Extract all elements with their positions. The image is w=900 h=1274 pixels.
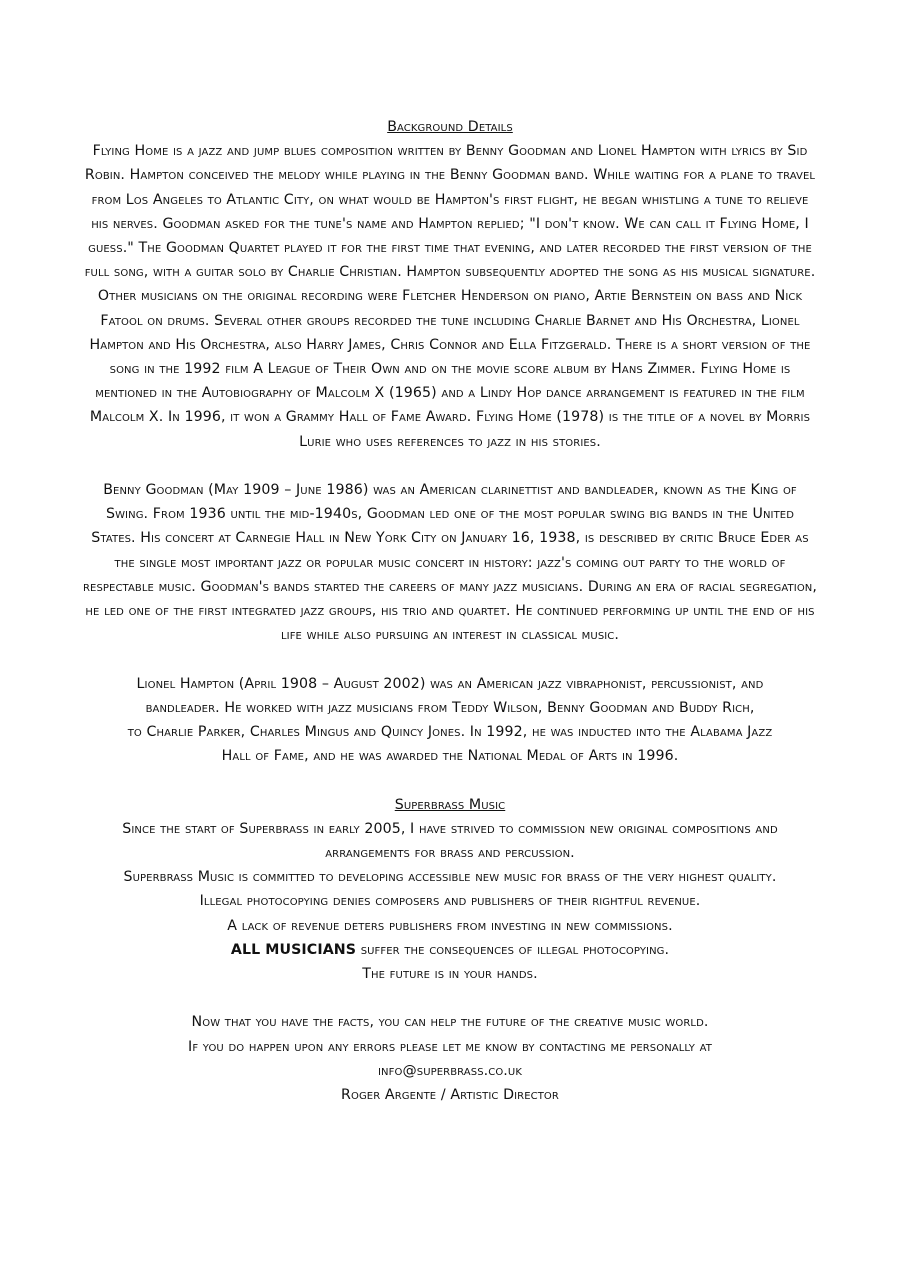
hampton-line: Lionel Hampton (April 1908 – August 2002) was an American jazz vibraphonist, percussionist, and bbox=[136, 675, 764, 692]
hampton-paragraph bbox=[82, 672, 818, 769]
spacer bbox=[82, 647, 818, 671]
superbrass-line-rest: suffer the consequences of illegal photocopying. bbox=[356, 941, 670, 958]
goodman-paragraph: Benny Goodman (May 1909 – June 1986) was an American clarinettist and bandleader, known as the King of Swing. From 1936 until the mid-1940s, Goodman led one of the most popular swing big bands in the United States. His concert at Carnegie Hall in New York City on January 16, 1938, is described by critic Bruce Eder as the single most important jazz or popular music concert in history: jazz's coming out party to the world of respectable music. Goodman's bands started the careers of many jazz musicians. During an era of racial segregation, he led one of the first integrated jazz groups, his trio and quartet. He continued performing up until the end of his life while also pursuing an interest in classical music. bbox=[83, 482, 817, 644]
spacer bbox=[82, 768, 818, 792]
background-paragraph: Flying Home is a jazz and jump blues composition written by Benny Goodman and Lionel Hampton with lyrics by Sid Robin. Hampton conceived the melody while playing in the Benny Goodman band. While waiting for a plane to travel from Los Angeles to Atlantic City, on what would be Hampton's first flight, he began whistling a tune to relieve his nerves. Goodman asked for the tune's name and Hampton replied; "I don't know. We can call it Flying Home, I guess." The Goodman Quartet played it for the first time that evening, and later recorded the first version of the full song, with a guitar solo by Charlie Christian. Hampton subsequently adopted the song as his musical signature. Other musicians on the original recording were Fletcher Henderson on piano, Artie Bernstein on bass and Nick Fatool on drums. Several other groups recorded the tune including Charlie Barnet and His Orchestra, Lionel Hampton and His Orchestra, also Harry James, Chris Connor and Ella Fitzgerald. There is a short version of the song in the 1992 film A League of Their Own and on the movie score album by Hans Zimmer. Flying Home is mentioned in the Autobiography of Malcolm X (1965) and a Lindy Hop dance arrangement is featured in the film Malcolm X. In 1996, it won a Grammy Hall of Fame Award. Flying Home (1978) is the title of a novel by Morris Lurie who uses references to jazz in his stories. bbox=[84, 143, 816, 450]
background-heading: Background Details bbox=[387, 119, 513, 135]
superbrass-line: Illegal photocopying denies composers and publishers of their rightful revenue. bbox=[199, 893, 701, 910]
spacer bbox=[82, 986, 818, 1010]
superbrass-line bbox=[82, 938, 818, 962]
superbrass-line: A lack of revenue deters publishers from investing in new commissions. bbox=[227, 917, 673, 934]
superbrass-line: Since the start of Superbrass in early 2005, I have strived to commission new original compositions and arrangements for brass and percussion. bbox=[122, 820, 778, 862]
spacer bbox=[82, 454, 818, 478]
closing-line: If you do happen upon any errors please let me know by contacting me personally at bbox=[188, 1038, 712, 1055]
signature: Roger Argente / Artistic Director bbox=[341, 1087, 559, 1104]
superbrass-heading: Superbrass Music bbox=[394, 796, 506, 813]
hampton-line: to Charlie Parker, Charles Mingus and Quincy Jones. In 1992, he was inducted into the Alabama Jazz bbox=[127, 724, 773, 741]
all-musicians-emphasis: ALL MUSICIANS bbox=[230, 941, 357, 958]
superbrass-line: The future is in your hands. bbox=[362, 966, 538, 983]
closing-line: Now that you have the facts, you can help the future of the creative music world. bbox=[191, 1014, 709, 1031]
hampton-line: Hall of Fame, and he was awarded the National Medal of Arts in 1996. bbox=[221, 748, 679, 765]
superbrass-line: Superbrass Music is committed to developing accessible new music for brass of the very highest quality. bbox=[123, 869, 777, 886]
contact-email: info@superbrass.co.uk bbox=[378, 1062, 522, 1079]
hampton-line: bandleader. He worked with jazz musicians from Teddy Wilson, Benny Goodman and Buddy Rich, bbox=[145, 699, 755, 716]
document-page bbox=[82, 115, 818, 1107]
